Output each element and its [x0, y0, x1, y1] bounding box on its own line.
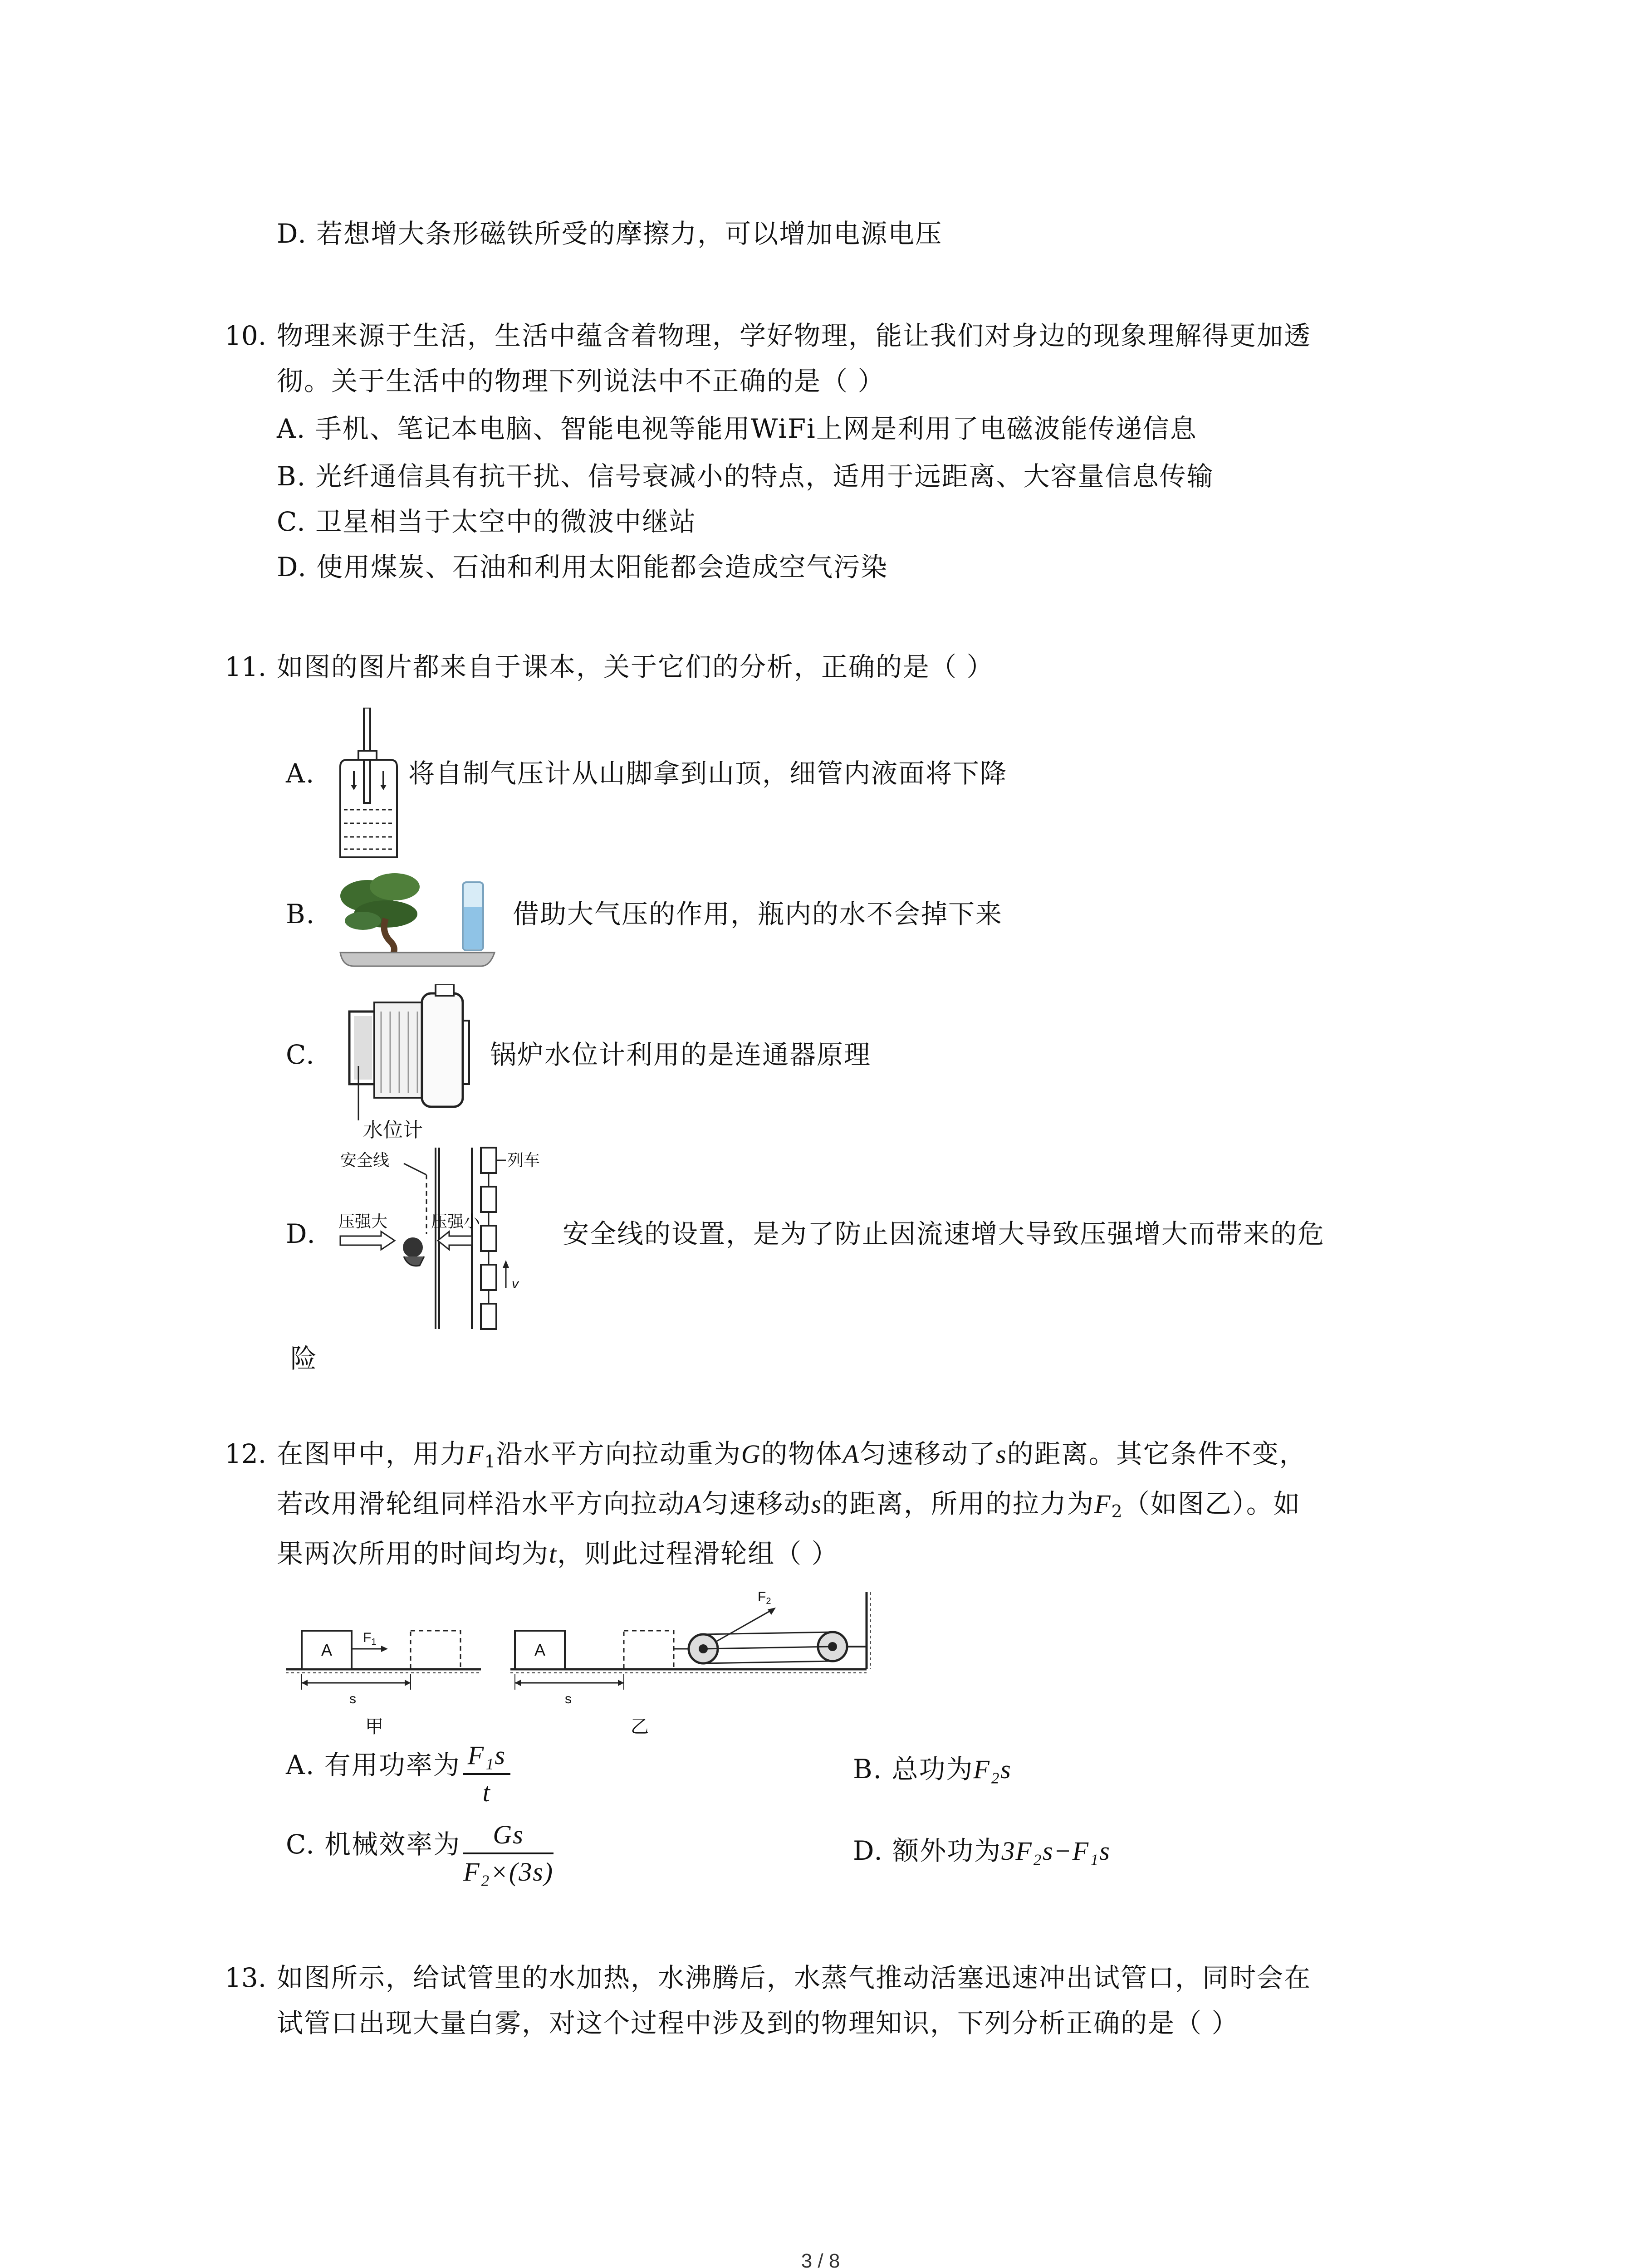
- safety-line-figure: [336, 1143, 554, 1334]
- distance-s-jia: s: [349, 1691, 356, 1706]
- barometer-figure: [336, 708, 408, 862]
- q13-number: 13.: [225, 1962, 267, 1993]
- q11-option-c-text: 锅炉水位计利用的是连通器原理: [490, 1039, 872, 1070]
- q10-number: 10.: [225, 320, 267, 351]
- q10-option-c: C. 卫星相当于太空中的微波中继站: [277, 506, 697, 537]
- q12-stem-line3: 果两次所用的时间均为t，则此过程滑轮组（ ）: [277, 1538, 839, 1569]
- q11-option-a-text: 将自制气压计从山脚拿到山顶，细管内液面将下降: [408, 758, 1008, 789]
- q11-option-b-label: B.: [286, 899, 316, 929]
- q11-number: 11.: [225, 651, 267, 682]
- q13-stem-line2: 试管口出现大量白雾，对这个过程中涉及到的物理知识，下列分析正确的是（ ）: [277, 2008, 1239, 2038]
- velocity-label: v: [512, 1276, 519, 1291]
- q10-stem-line1: 物理来源于生活，生活中蕴含着物理，学好物理，能让我们对身边的现象理解得更加透: [277, 320, 1312, 351]
- block-a-jia: A: [321, 1641, 333, 1659]
- force-f1-label: $F_1$: [363, 1630, 377, 1647]
- q12-stem-line1: 在图甲中，用力$F_1$沿水平方向拉动重为G的物体A匀速移动了s的距离。其它条件不变，: [277, 1438, 1307, 1471]
- q11-option-d-text: 安全线的设置，是为了防止因流速增大导致压强增大而带来的危: [563, 1218, 1325, 1249]
- water-gauge-label: 水位计: [363, 1119, 423, 1141]
- q12-option-d: D. 额外功为3F₂s−F₁s: [853, 1835, 1111, 1866]
- distance-s-yi: s: [565, 1691, 572, 1706]
- q12-stem-line2: 若改用滑轮组同样沿水平方向拉动A匀速移动s的距离，所用的拉力为$F_2$（如图乙）。如: [277, 1488, 1301, 1521]
- q11-stem: 如图的图片都来自于课本，关于它们的分析，正确的是（ ）: [277, 651, 994, 682]
- q13-stem-line1: 如图所示，给试管里的水加热，水沸腾后，水蒸气推动活塞迅速冲出试管口，同时会在: [277, 1962, 1312, 1993]
- safety-line-label: 安全线: [340, 1151, 390, 1169]
- q11-option-d-continued: 险: [290, 1343, 318, 1374]
- pulley-figure: [281, 1583, 889, 1746]
- figure-yi-label: 乙: [631, 1717, 649, 1737]
- q12-number: 12.: [225, 1438, 267, 1469]
- q9-option-d: D. 若想增大条形磁铁所受的摩擦力，可以增加电源电压: [277, 218, 943, 249]
- low-pressure-label: 压强小: [431, 1212, 480, 1231]
- bonsai-bottle-figure: [336, 864, 499, 968]
- q11-option-a-label: A.: [286, 758, 315, 789]
- figure-jia-label: 甲: [365, 1717, 383, 1737]
- q12-option-c: C. 机械效率为 $\frac{Gs}{\text{F₂×(3s)}}$: [286, 1820, 554, 1887]
- q12-option-b: B. 总功为F₂s: [853, 1754, 1012, 1784]
- q11-option-d-label: D.: [286, 1218, 316, 1249]
- train-label: 列车: [507, 1151, 540, 1169]
- q10-option-a: A. 手机、笔记本电脑、智能电视等能用WiFi上网是利用了电磁波能传递信息: [277, 413, 1197, 444]
- q12-option-a: A. 有用功率为 $\frac{\text{F₁s}}{t}$: [286, 1740, 510, 1809]
- q10-option-d: D. 使用煤炭、石油和利用太阳能都会造成空气污染: [277, 552, 888, 582]
- q10-stem-line2: 彻。关于生活中的物理下列说法中不正确的是（ ）: [277, 366, 885, 396]
- q11-option-b-text: 借助大气压的作用，瓶内的水不会掉下来: [513, 899, 1003, 929]
- high-pressure-label: 压强大: [338, 1212, 388, 1231]
- q10-option-b: B. 光纤通信具有抗干扰、信号衰减小的特点，适用于远距离、大容量信息传输: [277, 461, 1214, 492]
- q11-option-c-label: C.: [286, 1039, 315, 1070]
- page-number: 3 / 8: [801, 2250, 840, 2268]
- force-f2-label: $F_2$: [758, 1589, 771, 1606]
- block-a-yi: A: [534, 1641, 546, 1659]
